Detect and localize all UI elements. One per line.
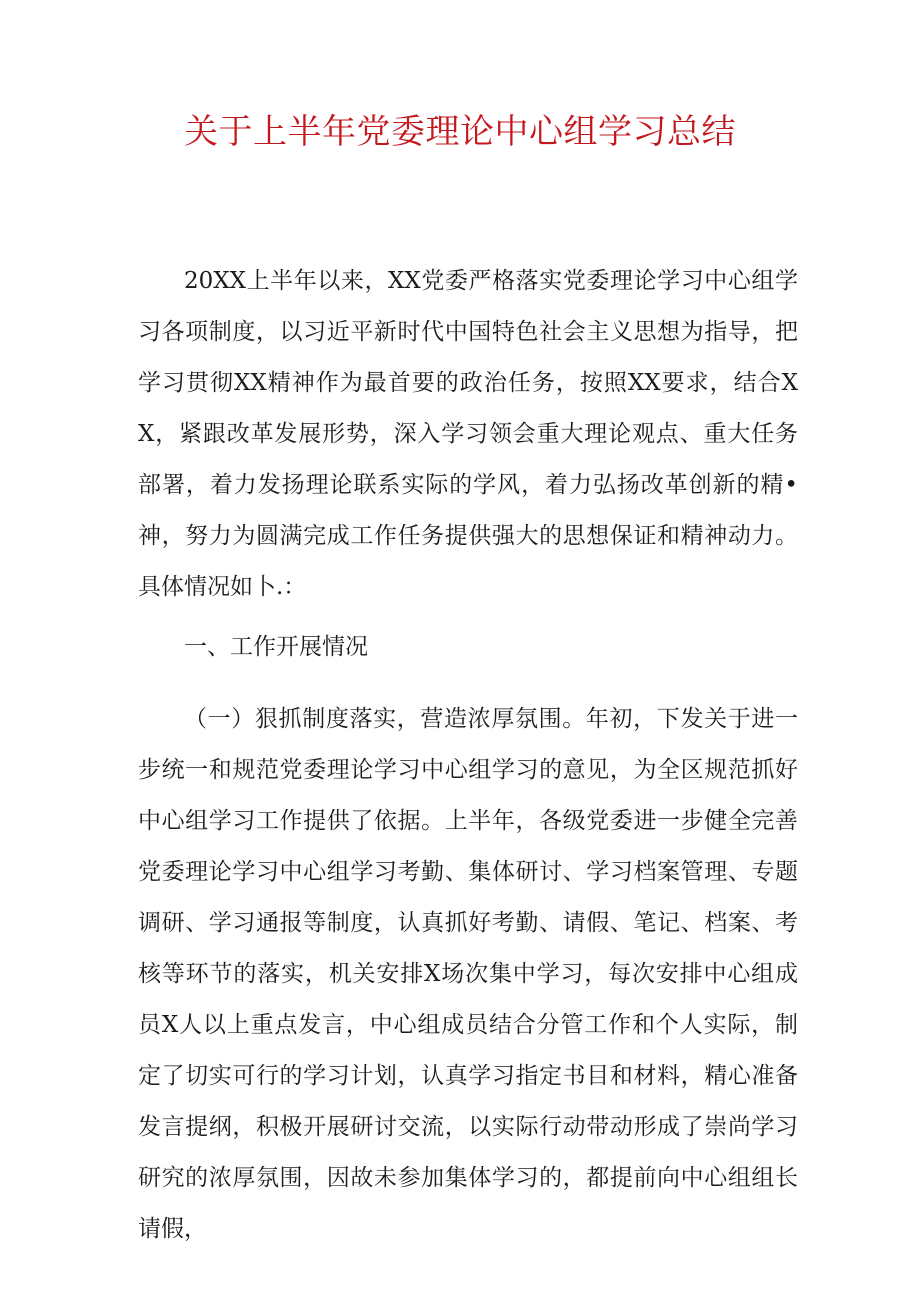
- section-heading-work-status: 一、工作开展情况: [184, 634, 368, 660]
- intro-paragraph: 20XX上半年以来，XX党委严格落实党委理论学习中心组学习各项制度，以习近平新时代中国特色社会主义思想为指导，把学习贯彻XX精神作为最首要的政治任务，按照XX要求，结合XX，紧跟改革发展形势，深入学习领会重大理论观点、重大任务部署，着力发扬理论联系实际的学风，着力弘扬改革创新的精•神，努力为圆满完成工作任务提供强大的思想保证和精神动力。具体情况如卜.：: [138, 268, 798, 600]
- section-1-paragraph: （一）狠抓制度落实，营造浓厚氛围。年初，下发关于进一步统一和规范党委理论学习中心组学习的意见，为全区规范抓好中心组学习工作提供了依据。上半年，各级党委进一步健全完善党委理论学习中心组学习考勤、集体研讨、学习档案管理、专题调研、学习通报等制度，认真抓好考勤、请假、笔记、档案、考核等环节的落实，机关安排X场次集中学习，每次安排中心组成员X人以上重点发言，中心组成员结合分管工作和个人实际，制定了切实可行的学习计划，认真学习指定书目和材料，精心准备发言提纲，积极开展研讨交流，以实际行动带动形成了崇尚学习研究的浓厚氛围，因故未参加集体学习的，都提前向中心组组长请假，: [138, 706, 798, 1242]
- document-title: 关于上半年党委理论中心组学习总结: [184, 112, 736, 152]
